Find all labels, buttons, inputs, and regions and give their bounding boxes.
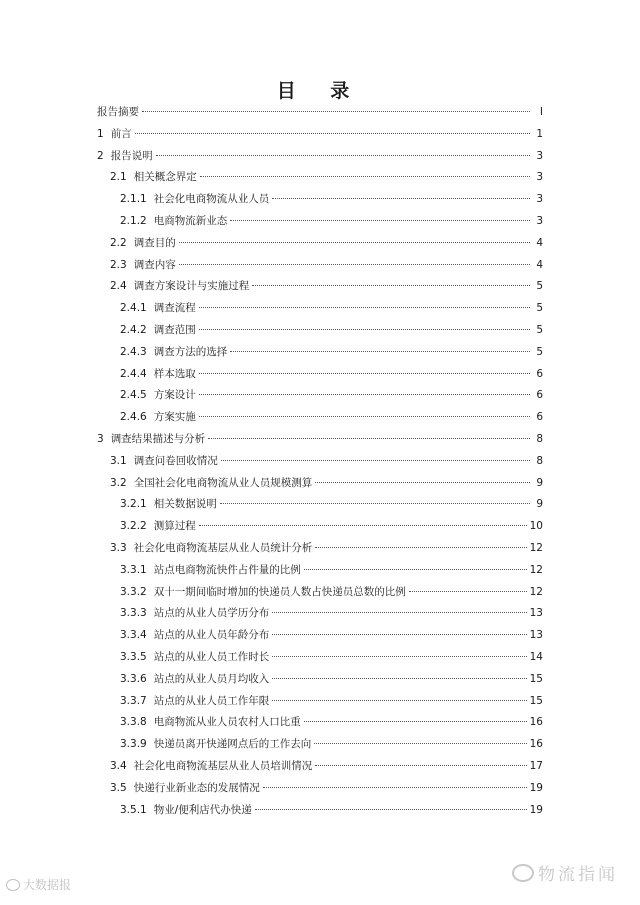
toc-entry-number: 2.4 — [110, 280, 127, 293]
dot-leader — [272, 656, 526, 657]
toc-entry[interactable] — [110, 476, 543, 490]
dot-leader — [315, 765, 526, 766]
dot-leader — [179, 264, 530, 265]
toc-entry-page: 4 — [536, 236, 543, 249]
toc-entry-title: 调查结果描述与分析 — [110, 433, 206, 445]
toc-entry-page: 5 — [536, 280, 543, 293]
toc-entry-number: 3.3.2 — [120, 585, 147, 598]
dot-leader — [135, 133, 530, 134]
toc-entry-page: I — [539, 106, 543, 118]
toc-entry-title: 报告说明 — [110, 149, 153, 162]
toc-entry-page: 15 — [529, 672, 543, 685]
toc-entry-number: 3.5.1 — [120, 803, 147, 816]
toc-entry-title: 社会化电商物流基层从业人员统计分析 — [133, 542, 313, 554]
dot-leader — [263, 787, 527, 788]
toc-entry[interactable] — [120, 628, 543, 642]
toc-entry[interactable] — [110, 759, 543, 773]
toc-entry[interactable] — [120, 214, 543, 228]
toc-entry[interactable] — [120, 323, 543, 337]
toc-entry-title: 调查方案设计与实施过程 — [133, 280, 250, 293]
toc-entry-title: 全国社会化电商物流从业人员规模测算 — [133, 476, 313, 489]
toc-entry-number: 3.3 — [110, 542, 127, 554]
toc-entry-title: 前言 — [110, 127, 132, 140]
dot-leader — [252, 285, 530, 286]
toc-entry-number: 2.1.2 — [120, 215, 147, 227]
toc-entry[interactable] — [110, 279, 543, 293]
dot-leader — [315, 547, 526, 548]
toc-entry-title: 社会化电商物流从业人员 — [153, 193, 270, 206]
toc-entry[interactable] — [110, 258, 543, 272]
toc-entry-page: 16 — [529, 738, 543, 751]
toc-entry-number: 2 — [97, 149, 104, 162]
dot-leader — [272, 678, 526, 679]
toc-entry-title: 报告摘要 — [97, 106, 139, 118]
toc-entry-page: 10 — [529, 520, 543, 533]
toc-entry[interactable] — [120, 803, 543, 817]
dot-leader — [272, 612, 526, 613]
toc-entry-page: 17 — [529, 760, 543, 772]
toc-entry-title: 样本选取 — [153, 367, 196, 380]
toc-entry-number: 3.2 — [110, 476, 127, 489]
toc-entry-title: 调查目的 — [133, 236, 176, 249]
watermark-right — [512, 860, 618, 885]
dot-leader — [272, 634, 526, 635]
toc-entry-title: 站点的从业人员年龄分布 — [153, 629, 270, 642]
toc-entry-title: 电商物流从业人员农村人口比重 — [153, 716, 301, 729]
toc-entry-number: 3 — [97, 433, 104, 445]
toc-entry-title: 调查流程 — [153, 302, 196, 315]
weibo-icon — [6, 879, 20, 891]
toc-entry-title: 站点的从业人员学历分布 — [153, 607, 270, 620]
toc-entry-title: 相关概念界定 — [133, 171, 197, 184]
toc-entry[interactable] — [120, 737, 543, 751]
toc-entry-page: 13 — [529, 629, 543, 642]
toc-entry-title: 快递行业新业态的发展情况 — [133, 781, 260, 794]
toc-entry-page: 16 — [529, 716, 543, 729]
toc-entry-number: 2.4.2 — [120, 324, 147, 336]
dot-leader — [221, 460, 530, 461]
dot-leader — [200, 176, 530, 177]
toc-entry-number: 2.4.1 — [120, 302, 147, 315]
watermark-left — [6, 876, 71, 893]
toc-entry-page: 12 — [529, 563, 543, 576]
dot-leader — [199, 394, 530, 395]
toc-entry[interactable] — [120, 606, 543, 620]
toc-entry-title: 物业/便利店代办快递 — [153, 803, 252, 816]
toc-entry-number: 3.3.1 — [120, 563, 147, 576]
toc-entry[interactable] — [120, 585, 543, 599]
toc-entry-title: 快递员离开快递网点后的工作去向 — [153, 738, 312, 751]
toc-entry[interactable] — [120, 672, 543, 686]
toc-entry[interactable] — [120, 650, 543, 664]
toc-entry-number: 3.3.5 — [120, 651, 147, 663]
toc-entry-title: 站点的从业人员工作年限 — [153, 694, 270, 707]
toc-entry-number: 3.2.2 — [120, 520, 147, 533]
toc-entry[interactable] — [97, 105, 543, 119]
toc-entry-title: 站点的从业人员月均收入 — [153, 672, 270, 685]
toc-entry-page: 5 — [536, 324, 543, 336]
dot-leader — [156, 155, 530, 156]
toc-entry-page: 3 — [536, 171, 543, 184]
dot-leader — [304, 721, 527, 722]
toc-entry[interactable] — [110, 170, 543, 184]
toc-entry-page: 12 — [529, 542, 543, 554]
toc-entry[interactable] — [110, 781, 543, 795]
toc-entry[interactable] — [120, 367, 543, 381]
toc-entry-page: 4 — [536, 258, 543, 271]
toc-entry-page: 6 — [536, 367, 543, 380]
toc-entry-number: 3.5 — [110, 781, 127, 794]
toc-entry[interactable] — [110, 236, 543, 250]
toc-entry-page: 3 — [536, 149, 543, 162]
toc-entry[interactable] — [110, 454, 543, 468]
toc-entry-number: 3.1 — [110, 454, 127, 467]
dot-leader — [199, 329, 530, 330]
toc-entry-title: 相关数据说明 — [153, 498, 217, 511]
toc-entry-number: 3.3.4 — [120, 629, 147, 642]
toc-entry[interactable] — [120, 519, 543, 533]
dot-leader — [255, 809, 527, 810]
toc-entry[interactable] — [97, 149, 543, 163]
watermark-left-text: 大数据报 — [23, 878, 72, 892]
toc-entry-number: 3.3.8 — [120, 716, 147, 729]
toc-entry-page: 12 — [529, 585, 543, 598]
toc-entry-number: 3.3.7 — [120, 694, 147, 707]
toc-entry-title: 测算过程 — [153, 520, 196, 533]
toc-entry-number: 3.2.1 — [120, 498, 147, 511]
toc-entry-title: 方案设计 — [153, 389, 196, 402]
toc-entry-number: 1 — [97, 127, 104, 140]
dot-leader — [199, 373, 530, 374]
toc-entry-number: 2.4.3 — [120, 345, 147, 358]
dot-leader — [199, 307, 530, 308]
toc-entry[interactable] — [120, 301, 543, 315]
toc-entry[interactable] — [120, 410, 543, 424]
toc-entry-number: 2.4.4 — [120, 367, 147, 380]
toc-entry-page: 15 — [529, 694, 543, 707]
dot-leader — [304, 569, 527, 570]
toc-entry-number: 2.3 — [110, 258, 127, 271]
dot-leader — [272, 700, 526, 701]
toc-entry-page: 3 — [536, 193, 543, 206]
toc-entry-title: 调查范围 — [153, 324, 196, 336]
toc-entry-page: 5 — [536, 302, 543, 315]
toc-entry-page: 8 — [536, 433, 543, 445]
toc-entry[interactable] — [120, 715, 543, 729]
dot-leader — [230, 220, 530, 221]
toc-entry-page: 19 — [529, 803, 543, 816]
toc-entry-number: 3.4 — [110, 760, 127, 772]
toc-entry-title: 调查问卷回收情况 — [133, 454, 218, 467]
dot-leader — [314, 743, 526, 744]
dot-leader — [230, 351, 530, 352]
toc-entry-page: 6 — [536, 411, 543, 424]
dot-leader — [199, 416, 530, 417]
dot-leader — [179, 242, 530, 243]
toc-entry-number: 2.4.6 — [120, 411, 147, 424]
toc-entry-number: 3.3.9 — [120, 738, 147, 751]
toc-entry-title: 站点的从业人员工作时长 — [153, 651, 270, 663]
toc-entry-page: 9 — [536, 476, 543, 489]
toc-entry-title: 电商物流新业态 — [153, 215, 228, 227]
toc-entry-page: 8 — [536, 454, 543, 467]
toc-entry-page: 9 — [536, 498, 543, 511]
toc-entry-page: 13 — [529, 607, 543, 620]
toc-entry-number: 3.3.3 — [120, 607, 147, 620]
toc-entry-title: 双十一期间临时增加的快递员人数占快递员总数的比例 — [153, 585, 406, 598]
toc-entry-page: 19 — [529, 781, 543, 794]
toc-entry-title: 站点电商物流快件占件量的比例 — [153, 563, 301, 576]
toc-entry-number: 2.1 — [110, 171, 127, 184]
dot-leader — [208, 438, 530, 439]
toc-entry[interactable] — [97, 432, 543, 446]
toc-entry-page: 3 — [536, 215, 543, 227]
watermark-right-text: 物流指闻 — [538, 865, 618, 885]
dot-leader — [142, 111, 530, 112]
page-title: 目 录 — [276, 80, 364, 102]
dot-leader — [315, 482, 530, 483]
toc-entry-number: 2.1.1 — [120, 193, 147, 206]
toc-entry[interactable] — [120, 345, 543, 359]
toc-entry-title: 调查内容 — [133, 258, 176, 271]
toc-entry-page: 1 — [536, 127, 543, 140]
dot-leader — [409, 591, 527, 592]
toc-entry-title: 社会化电商物流基层从业人员培训情况 — [133, 760, 313, 772]
dot-leader — [272, 198, 530, 199]
wechat-icon — [512, 864, 534, 882]
toc-entry-page: 6 — [536, 389, 543, 402]
toc-entry-number: 2.4.5 — [120, 389, 147, 402]
toc-entry[interactable] — [120, 388, 543, 402]
toc-entry[interactable] — [120, 192, 543, 206]
toc-entry-number: 2.2 — [110, 236, 127, 249]
toc-entry[interactable] — [120, 497, 543, 511]
toc-entry[interactable] — [97, 127, 543, 141]
toc-entry-title: 调查方法的选择 — [153, 345, 228, 358]
toc-entry-number: 3.3.6 — [120, 672, 147, 685]
dot-leader — [220, 503, 530, 504]
toc-entry-title: 方案实施 — [153, 411, 196, 424]
toc-entry-page: 5 — [536, 345, 543, 358]
dot-leader — [199, 525, 527, 526]
toc-entry-page: 14 — [529, 651, 543, 663]
toc-entry[interactable] — [110, 541, 543, 555]
toc-entry[interactable] — [120, 563, 543, 577]
toc-entry[interactable] — [120, 694, 543, 708]
